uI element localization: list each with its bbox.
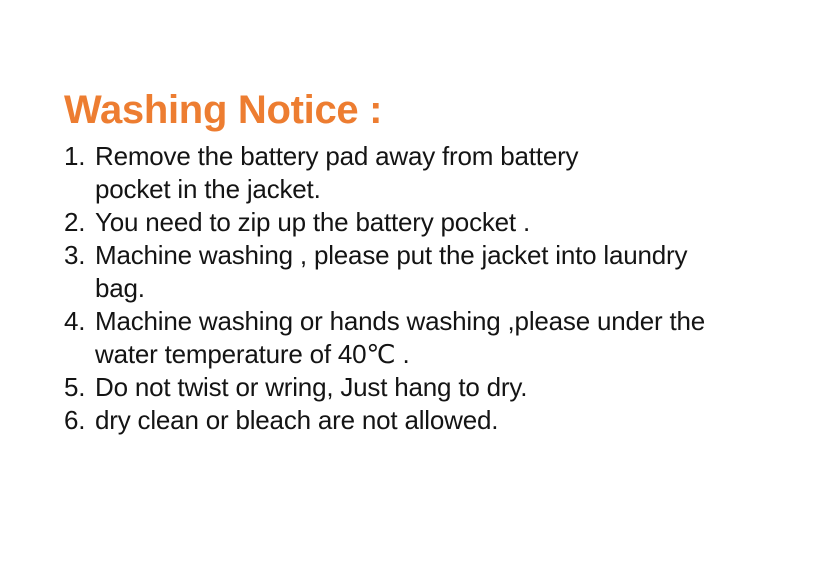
page-title: Washing Notice :	[64, 88, 383, 132]
list-item-number: 2.	[64, 207, 86, 237]
notice-line: bag.	[95, 273, 145, 303]
list-item-number: 4.	[64, 306, 86, 336]
notice-line: water temperature of 40℃ .	[95, 339, 410, 369]
list-item-text	[95, 239, 705, 305]
notice-line: Remove the battery pad away from battery	[95, 141, 579, 171]
notice-line: Machine washing or hands washing ,please under the	[95, 306, 706, 336]
notice-line: Machine washing , please put the jacket into laundry	[95, 240, 688, 270]
list-item-number: 3.	[64, 240, 86, 270]
list-item-text	[95, 371, 705, 404]
list-item	[64, 239, 705, 305]
list-item-text	[95, 404, 705, 437]
list-item	[64, 206, 705, 239]
list-item-text	[95, 305, 705, 371]
list-item	[64, 140, 705, 206]
washing-instructions-list	[64, 140, 705, 437]
list-item	[64, 305, 705, 371]
notice-line: dry clean or bleach are not allowed.	[95, 405, 499, 435]
list-item	[64, 404, 705, 437]
list-item-text	[95, 206, 705, 239]
notice-line: pocket in the jacket.	[95, 174, 321, 204]
list-item-number: 5.	[64, 372, 86, 402]
notice-line: You need to zip up the battery pocket .	[95, 207, 530, 237]
list-item	[64, 371, 705, 404]
notice-line: Do not twist or wring, Just hang to dry.	[95, 372, 528, 402]
list-item-number: 6.	[64, 405, 86, 435]
list-item-number: 1.	[64, 141, 86, 171]
list-item-text	[95, 140, 705, 206]
